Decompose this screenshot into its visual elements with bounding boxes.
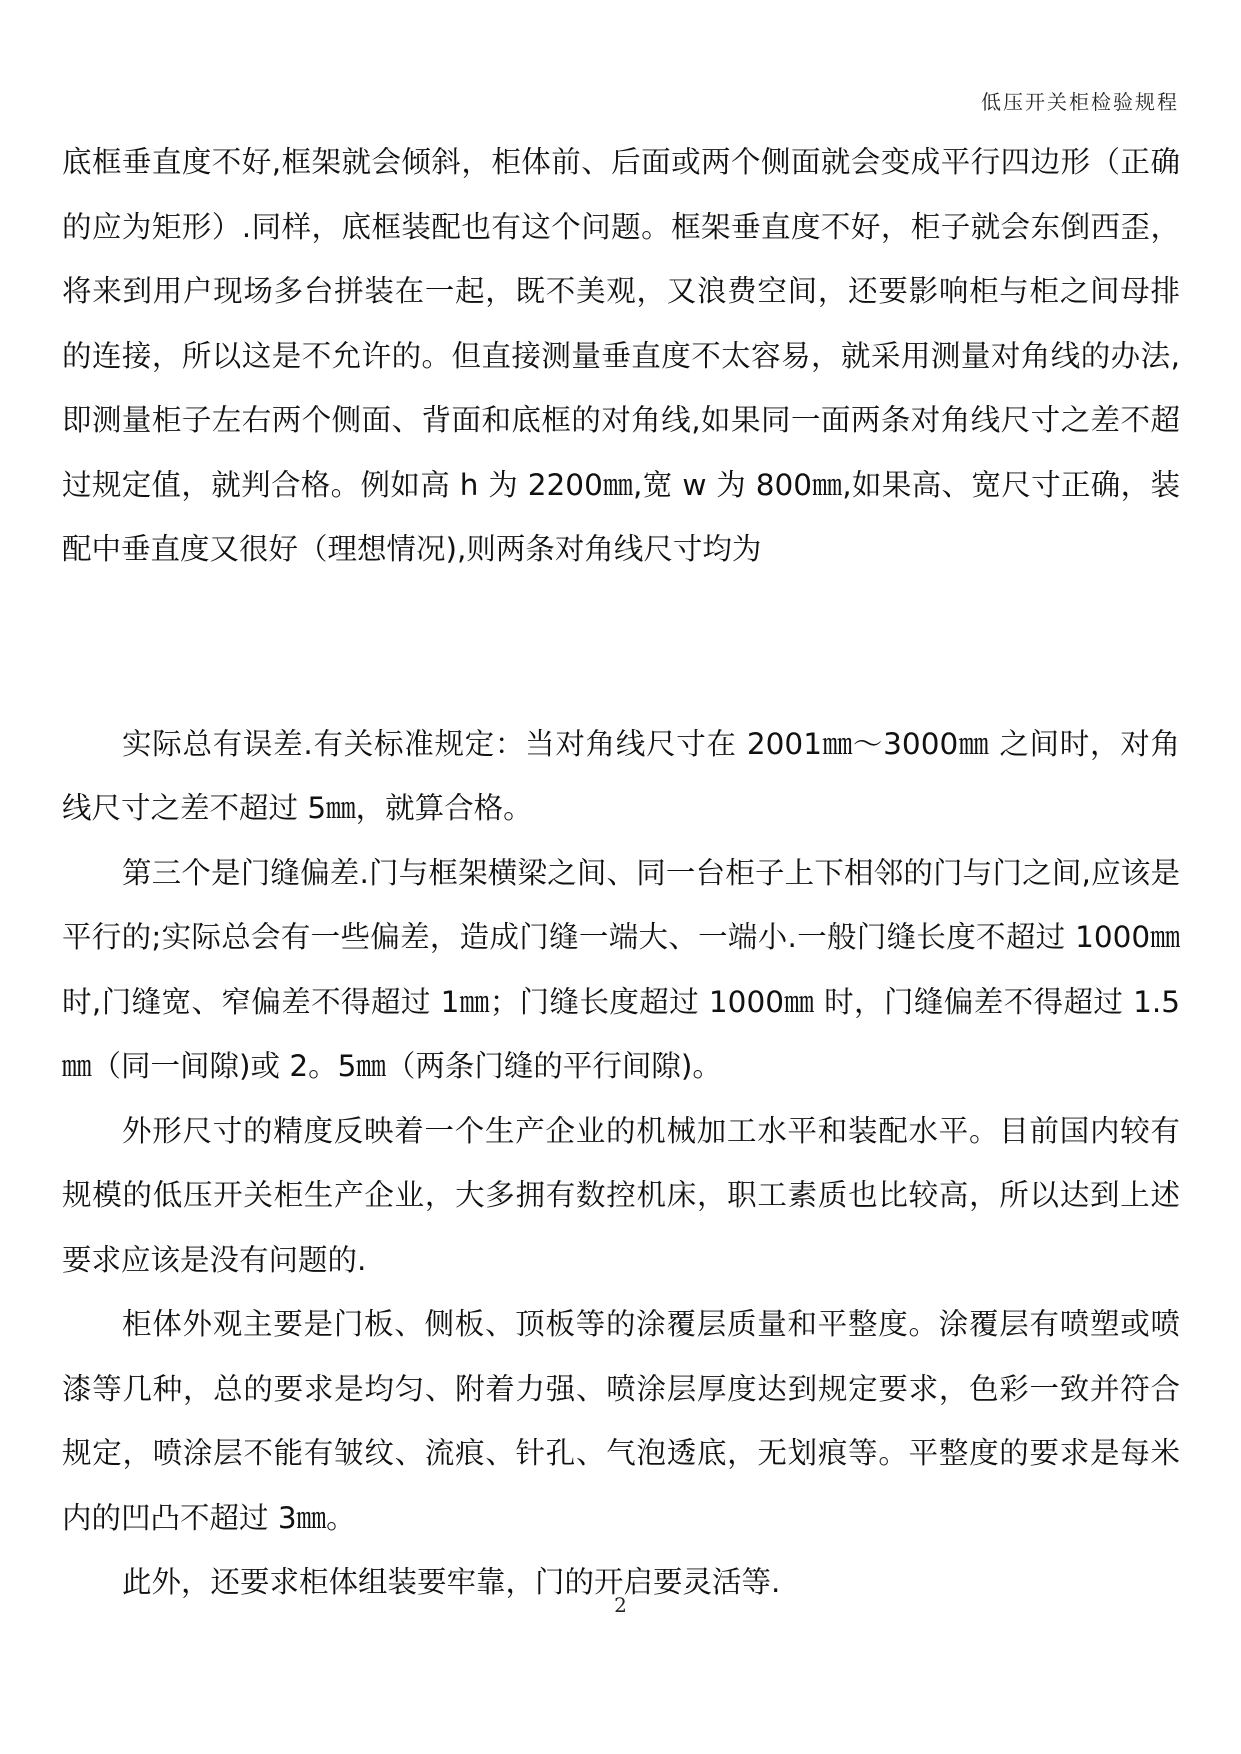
running-header: 低压开关柜检验规程 [981, 90, 1179, 114]
paragraph: 外形尺寸的精度反映着一个生产企业的机械加工水平和装配水平。目前国内较有规模的低压开关柜生产企业，大多拥有数控机床，职工素质也比较高，所以达到上述要求应该是没有问题的. [62, 1113, 1180, 1277]
document-body [62, 130, 1180, 1615]
paragraph: 底框垂直度不好,框架就会倾斜，柜体前、后面或两个侧面就会变成平行四边形（正确的应为矩形）.同样，底框装配也有这个问题。框架垂直度不好，柜子就会东倒西歪，将来到用户现场多台拼装在一起，既不美观，又浪费空间，还要影响柜与柜之间母排的连接，所以这是不允许的。但直接测量垂直度不太容易，就采用测量对角线的办法,即测量柜子左右两个侧面、背面和底框的对角线,如果同一面两条对角线尺寸之差不超过规定值，就判合格。例如高 h 为 2200㎜,宽 w 为 800㎜,如果高、宽尺寸正确，装配中垂直度又很好（理想情况),则两条对角线尺寸均为 [62, 145, 1180, 566]
paragraph: 实际总有误差.有关标准规定：当对角线尺寸在 2001㎜～3000㎜ 之间时，对角线尺寸之差不超过 5㎜，就算合格。 [62, 726, 1180, 825]
formula-gap [62, 582, 1180, 712]
page-number: 2 [614, 1593, 627, 1617]
paragraph: 柜体外观主要是门板、侧板、顶板等的涂覆层质量和平整度。涂覆层有喷塑或喷漆等几种，总的要求是均匀、附着力强、喷涂层厚度达到规定要求，色彩一致并符合规定，喷涂层不能有皱纹、流痕、针孔、气泡透底，无划痕等。平整度的要求是每米内的凹凸不超过 3㎜。 [62, 1307, 1180, 1535]
paragraph: 此外，还要求柜体组装要牢靠，门的开启要灵活等. [122, 1565, 781, 1599]
paragraph: 第三个是门缝偏差.门与框架横梁之间、同一台柜子上下相邻的门与门之间,应该是平行的;实际总会有一些偏差，造成门缝一端大、一端小.一般门缝长度不超过 1000㎜时,门缝宽、窄偏差不得超过 1㎜；门缝长度超过 1000㎜ 时，门缝偏差不得超过 1.5㎜（同一间隙)或 2。5㎜（两条门缝的平行间隙)。 [62, 855, 1180, 1083]
